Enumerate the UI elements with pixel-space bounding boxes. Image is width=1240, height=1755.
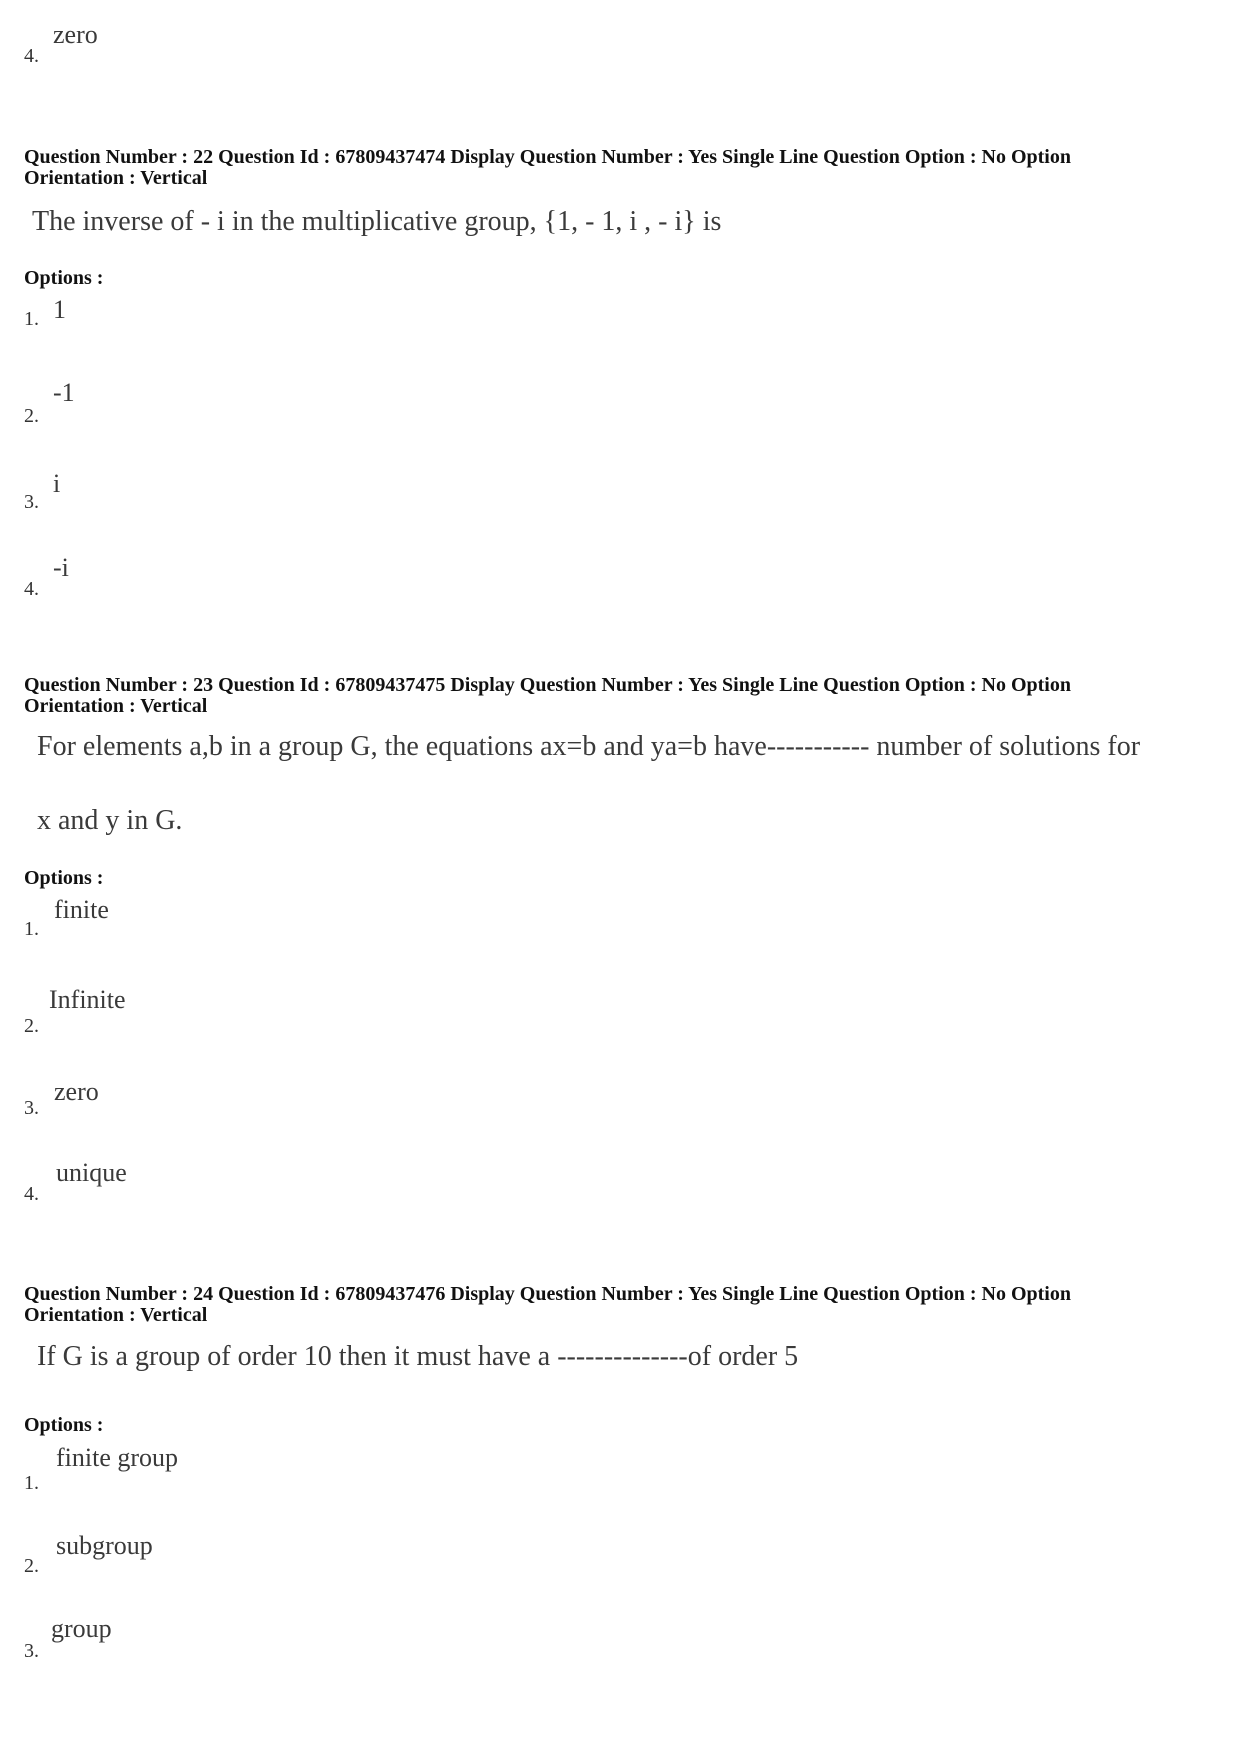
option-text: -1 (53, 378, 75, 407)
option-text: i (53, 469, 61, 498)
option-number: 2. (24, 405, 39, 427)
question-text-line2: x and y in G. (37, 805, 183, 836)
question-meta-line2: Orientation : Vertical (24, 1304, 208, 1326)
option-number: 3. (24, 1097, 39, 1119)
option-text: finite (54, 895, 109, 924)
question-text: The inverse of - i in the multiplicative group, {1, - 1, i , - i} is (32, 206, 722, 237)
option-number: 4. (24, 578, 39, 600)
options-label: Options : (24, 867, 104, 889)
question-text: If G is a group of order 10 then it must have a --------------of order 5 (37, 1341, 799, 1372)
question-meta-line1: Question Number : 24 Question Id : 67809437476 Display Question Number : Yes Single Line Question Option : No Option (24, 1283, 1071, 1305)
option-number: 4. (24, 45, 39, 67)
question-meta-line2: Orientation : Vertical (24, 167, 208, 189)
option-text: 1 (53, 295, 66, 324)
question-text: For elements a,b in a group G, the equations ax=b and ya=b have----------- number of solutions for (37, 731, 1141, 762)
option-number: 2. (24, 1555, 39, 1577)
option-text: unique (56, 1158, 127, 1187)
option-text: subgroup (56, 1531, 153, 1560)
option-number: 3. (24, 1640, 39, 1662)
option-number: 4. (24, 1183, 39, 1205)
question-meta-line1: Question Number : 22 Question Id : 67809437474 Display Question Number : Yes Single Line Question Option : No Option (24, 146, 1071, 168)
question-meta-line1: Question Number : 23 Question Id : 67809437475 Display Question Number : Yes Single Line Question Option : No Option (24, 674, 1071, 696)
option-text: zero (53, 20, 98, 49)
option-text: -i (53, 553, 69, 582)
options-label: Options : (24, 1414, 104, 1436)
option-text: Infinite (49, 985, 126, 1014)
option-number: 1. (24, 1472, 39, 1494)
option-text: zero (54, 1077, 99, 1106)
option-number: 1. (24, 308, 39, 330)
option-text: group (51, 1614, 112, 1643)
option-number: 3. (24, 491, 39, 513)
option-text: finite group (56, 1443, 179, 1472)
option-number: 1. (24, 918, 39, 940)
options-label: Options : (24, 267, 104, 289)
question-meta-line2: Orientation : Vertical (24, 695, 208, 717)
option-number: 2. (24, 1015, 39, 1037)
